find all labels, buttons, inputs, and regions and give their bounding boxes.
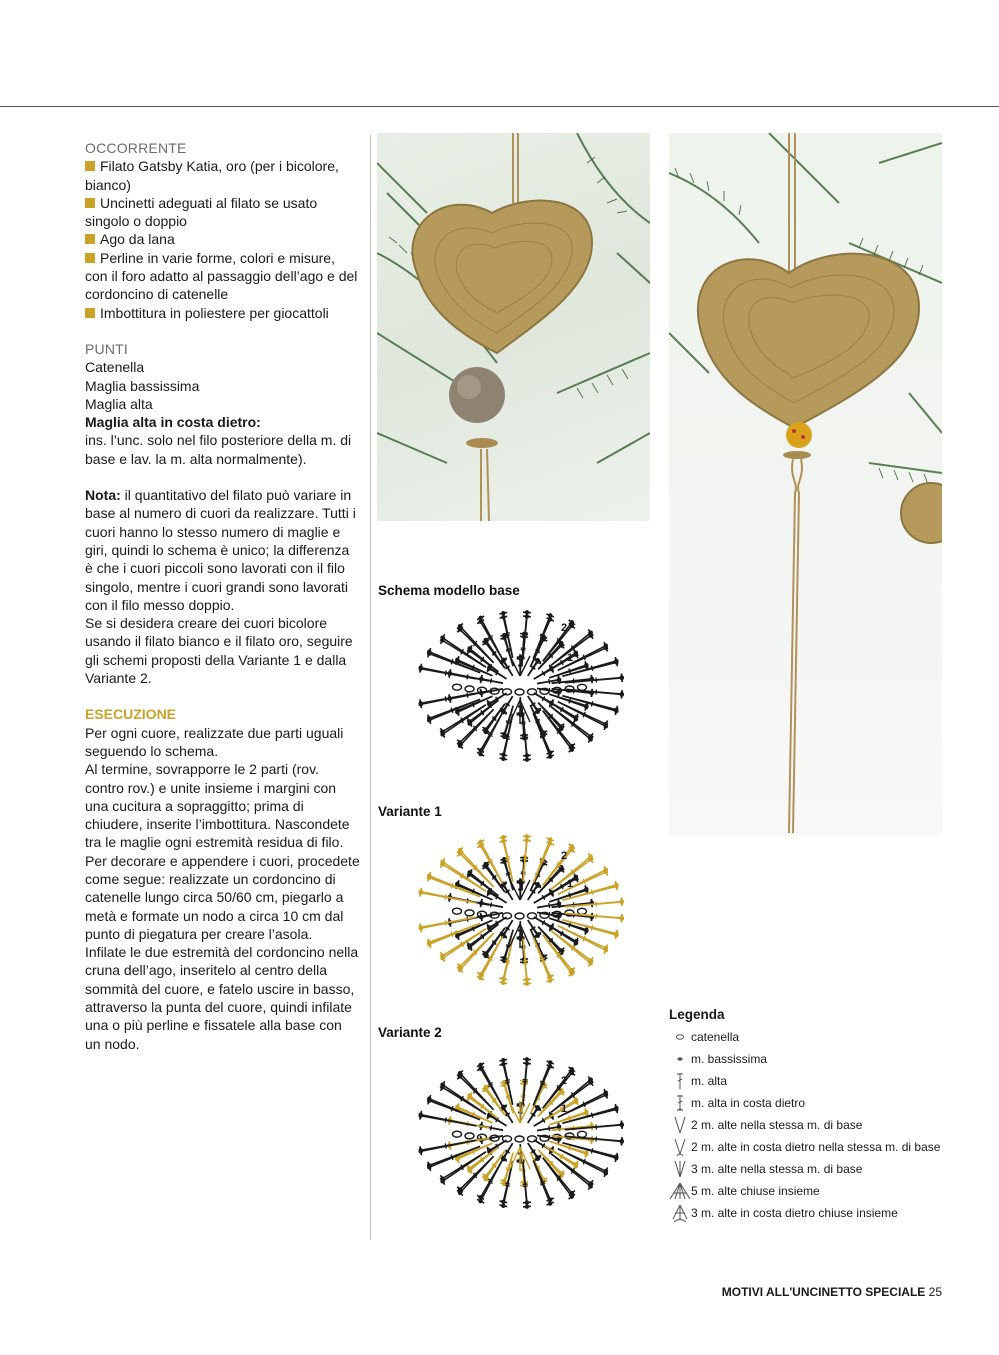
legend-item: 2 m. alte in costa dietro nella stessa m. di base xyxy=(669,1136,969,1158)
row-marker-1: 1 xyxy=(567,652,574,664)
stitch-top xyxy=(565,1136,624,1145)
occorrente-heading: OCCORRENTE xyxy=(85,140,187,156)
row-marker-1: 1 xyxy=(561,1103,568,1115)
chain-stitch xyxy=(465,1133,474,1139)
chain-stitch xyxy=(515,1136,524,1142)
stitch-top xyxy=(477,936,503,976)
chain-stitch xyxy=(578,908,587,914)
punti-line: Catenella xyxy=(85,359,145,376)
occorrente-item: Perline in varie forme, colori e misure, con il foro adatto al passaggio dell’ago e del cordoncino di catenelle xyxy=(85,249,358,303)
legend-item: 3 m. alte in costa dietro chiuse insieme xyxy=(669,1202,969,1224)
column-divider xyxy=(370,135,371,1240)
occorrente-item: Imbottitura in poliestere per giocattoli xyxy=(85,304,360,322)
slip-stitch-icon xyxy=(669,1055,691,1063)
stitch-top xyxy=(543,1158,575,1196)
nota-paragraph-2: Se si desidera creare dei cuori bicolore usando il filato bianco e il filato oro, seguire gli schemi proposti della Variante 1 e dalla Variante 2. xyxy=(85,615,353,687)
legend xyxy=(669,1007,969,1224)
stitch-bottom xyxy=(565,898,624,907)
stitch-top xyxy=(562,1143,618,1161)
chain-stitch xyxy=(515,913,524,919)
diagram-title-variant-1: Variante 1 xyxy=(378,804,442,819)
diagram-title-base: Schema modello base xyxy=(378,583,520,598)
row-marker-2: 2 xyxy=(561,1075,568,1087)
chain-stitch xyxy=(578,684,587,690)
legend-item: catenella xyxy=(669,1026,969,1048)
legend-item: m. bassissima xyxy=(669,1048,969,1070)
two-dc-back-loop-increase-icon xyxy=(669,1137,691,1157)
row-marker-2: 2 xyxy=(561,850,568,862)
occorrente-item: Uncinetti adeguati al filato se usato singolo o doppio xyxy=(85,194,318,230)
esecuzione-heading: ESECUZIONE xyxy=(85,706,177,723)
occorrente-item: Ago da lana xyxy=(85,230,360,248)
nota-paragraph: Nota: il quantitativo del filato può variare in base al numero di cuori da realizzare. Tutti i cuori hanno lo stesso numero di maglie e giri, quindi lo schema è unico; la differenza è che i cuori piccoli sono lavorati con il filo singolo, mentre i cuori grandi sono lavorati con il filo messo doppio. xyxy=(85,487,356,613)
crochet-chart-variant-1 xyxy=(395,832,645,1002)
stitch-top xyxy=(477,712,503,752)
bullet-square-icon xyxy=(85,234,95,244)
chain-stitch xyxy=(578,1131,587,1137)
occorrente-item: Filato Gatsby Katia, oro (per i bicolore, bianco) xyxy=(85,158,339,193)
row-marker-2: 2 xyxy=(561,622,568,634)
photo-heart-ornament-small xyxy=(377,133,650,521)
back-loop-double-crochet-icon xyxy=(669,1093,691,1113)
legend-item: 5 m. alte chiuse insieme xyxy=(669,1180,969,1202)
magazine-title: MOTIVI ALL'UNCINETTO SPECIALE xyxy=(721,1285,926,1299)
chain-stitch xyxy=(515,689,524,695)
stitch-bottom xyxy=(565,1121,624,1130)
stitch-top xyxy=(565,913,624,922)
chain-stitch-icon xyxy=(669,1033,691,1041)
chain-stitch xyxy=(453,1131,462,1137)
stitch-top xyxy=(543,711,575,749)
stitch-bottom xyxy=(562,1104,618,1123)
stitch-bottom xyxy=(565,674,624,683)
chain-stitch xyxy=(453,908,462,914)
diagram-title-variant-2: Variante 2 xyxy=(378,1025,442,1040)
legend-item: m. alta in costa dietro xyxy=(669,1092,969,1114)
bullet-square-icon xyxy=(85,198,95,208)
stitch-top xyxy=(562,920,618,938)
double-crochet-icon xyxy=(669,1071,691,1091)
bullet-square-icon xyxy=(85,161,95,171)
esecuzione-paragraph: Al termine, sovrapporre le 2 parti (rov. contro rov.) e unite insieme i margini con una cucitura a sopraggitto; prima di chiudere, inserite l’imbottitura. Nascondete tra le maglie ogni estremità residua di filo. xyxy=(85,761,350,851)
chain-stitch xyxy=(465,686,474,692)
crochet-chart-base xyxy=(395,608,645,778)
stitch-top xyxy=(543,935,575,973)
esecuzione-paragraph: Per decorare e appendere i cuori, procedete come segue: realizzate un cordoncino di catenelle lungo circa 50/60 cm, piegarlo a metà e formate un nodo a circa 10 cm dal punto di piegatura per creare l’asola. xyxy=(85,852,360,942)
esecuzione-paragraph: Infilate le due estremità del cordoncino nella cruna dell’ago, inseritelo al centro della sommità del cuore, e fatelo uscire in basso, attraverso la punta del cuore, quindi infilate una o più perline e fissatele alla base con un nodo. xyxy=(85,944,359,1052)
bullet-square-icon xyxy=(85,253,95,263)
five-dc-cluster-icon xyxy=(669,1181,691,1201)
instructions-column xyxy=(85,139,360,1053)
page-number: 25 xyxy=(928,1285,942,1299)
punti-heading: PUNTI xyxy=(85,340,128,357)
chain-stitch xyxy=(465,910,474,916)
esecuzione-paragraph: Per ogni cuore, realizzate due parti uguali seguendo lo schema. xyxy=(85,724,344,759)
stitch-top xyxy=(562,696,618,714)
legend-title: Legenda xyxy=(669,1007,725,1022)
three-dc-increase-icon xyxy=(669,1159,691,1179)
stitch-top xyxy=(565,689,624,698)
page-footer xyxy=(722,1285,942,1299)
top-rule xyxy=(0,106,999,107)
crochet-chart-variant-2 xyxy=(395,1055,645,1225)
row-marker-1: 1 xyxy=(567,878,574,890)
chain-stitch xyxy=(453,684,462,690)
legend-item: 2 m. alte nella stessa m. di base xyxy=(669,1114,969,1136)
two-dc-increase-icon xyxy=(669,1115,691,1135)
punti-line: Maglia alta xyxy=(85,395,153,412)
legend-item: m. alta xyxy=(669,1070,969,1092)
punti-line: Maglia bassissima xyxy=(85,377,200,394)
photo-heart-ornament-large xyxy=(669,133,942,835)
stitch-top xyxy=(477,1159,503,1199)
punti-bold-line: Maglia alta in costa dietro: xyxy=(85,414,261,431)
three-dc-back-loop-cluster-icon xyxy=(669,1203,691,1223)
punti-bold-desc: ins. l’unc. solo nel filo posteriore della m. di base e lav. la m. alta normalmente). xyxy=(85,432,352,467)
bullet-square-icon xyxy=(85,308,95,318)
legend-item: 3 m. alte nella stessa m. di base xyxy=(669,1158,969,1180)
